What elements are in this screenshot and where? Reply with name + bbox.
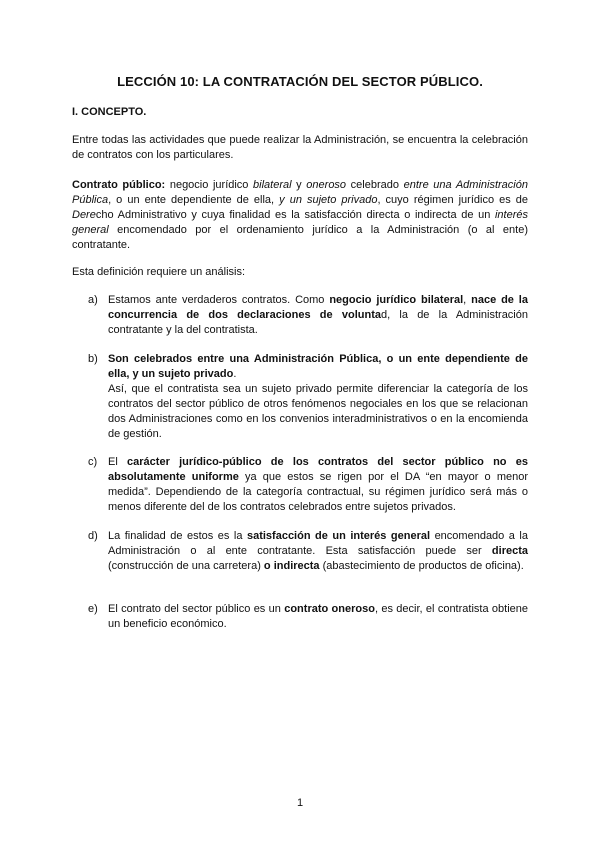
section-heading: I. CONCEPTO. (72, 106, 147, 118)
list-marker: d) (88, 530, 98, 542)
list-item-a (88, 293, 528, 338)
definition-paragraph: Contrato público: negocio jurídico bilateral y oneroso celebrado entre una Administración Pública, o un ente dependiente de ella, y un sujeto privado, cuyo régimen jurídico es de Derecho Administrativo y cuya finalidad es la satisfacción directa o indirecta de un interés general encomendado por el ordenamiento jurídico a la Administración (o al ente) contratante. (72, 179, 528, 251)
list-item-text: La finalidad de estos es la satisfacción de un interés general encomendado a la Administración o al ente contratante. Esta satisfacción puede ser directa (construcción de una carretera) o indirecta (abastecimiento de productos de oficina). (108, 530, 528, 572)
list-item-d (88, 529, 528, 574)
list-item-text: El carácter jurídico-público de los contratos del sector público no es absolutamente uniforme ya que estos se rigen por el DA “en mayor o menor medida”. Dependiendo de la categoría contractual, su régimen jurídico será más o menos diferente del de los contratos celebrados entre sujetos privados. (108, 456, 529, 513)
document-page (72, 0, 528, 848)
list-item-text: Estamos ante verdaderos contratos. Como negocio jurídico bilateral, nace de la concurrencia de dos declaraciones de voluntad, la de la Administración contratante y la del contratista. (108, 294, 528, 336)
analysis-intro: Esta definición requiere un análisis: (72, 266, 246, 278)
list-marker: a) (88, 294, 98, 306)
document-title: LECCIÓN 10: LA CONTRATACIÓN DEL SECTOR PÚBLICO. (117, 74, 483, 89)
list-marker: b) (88, 353, 98, 365)
list-marker: c) (88, 456, 98, 468)
page-number: 1 (296, 797, 304, 809)
list-item-e (88, 602, 528, 632)
intro-paragraph: Entre todas las actividades que puede realizar la Administración, se encuentra la celebración de contratos con los particulares. (72, 134, 528, 161)
list-item-text: El contrato del sector público es un contrato oneroso, es decir, el contratista obtiene un beneficio económico. (108, 603, 528, 630)
list-marker: e) (88, 603, 98, 615)
list-item-text: Son celebrados entre una Administración Pública, o un ente dependiente de ella, y un sujeto privado. Así, que el contratista sea un sujeto privado permite diferenciar la categoría de los contratos del sector público de otros fenómenos negociales en los que se relacionan dos Administraciones como en los convenios interadministrativos o en la encomienda de gestión. (108, 353, 528, 440)
definition-term: Contrato público: (72, 179, 166, 191)
list-item-c (88, 455, 528, 515)
list-item-b (88, 352, 528, 442)
